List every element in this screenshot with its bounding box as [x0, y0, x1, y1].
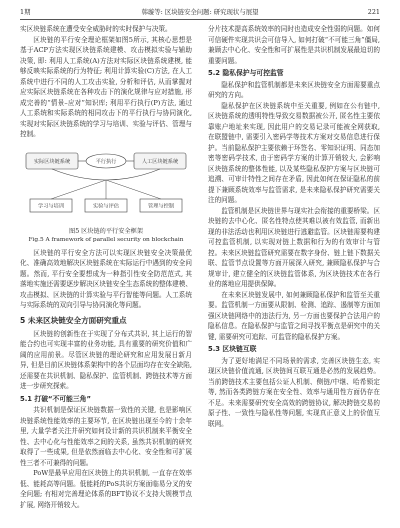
- paragraph: 隐私保护和监管机制都是未来区块链安全方面需要重点研究的方向。: [208, 80, 380, 99]
- paragraph: 在未来区块链发展中, 如何兼顾隐私保护和监管至关重要。监管机制一方面要从限制、检测、追踪、遏制等方面加强区块链网络中的违法行为, 另一方面也要保护合法用户的隐私信息。在隐私保护与监管之间寻找平衡点是研究中的关键, 需要研究可追踪、可监管的隐私保护方案。: [208, 290, 380, 341]
- paragraph: 实区块链系统在遭受安全威胁时的实时保护与决策。: [20, 25, 172, 33]
- figure-caption: 图5 区块链的平行安全框架: [69, 227, 143, 235]
- node-label: 人工区块链系统: [141, 158, 179, 165]
- subsection-heading: 5.2 隐私保护与可控监管: [208, 69, 284, 77]
- node-label: 学习与培训: [38, 203, 64, 209]
- paragraph: 区块链的平行安全理论框架如图5所示, 其核心思想是基于ACP方法实现区块链系统建模、攻击模拟实验与辅助决策, 即: 利用人工系统(A)方法对实际区块链系统建模, 能够反映实际系统的行为特征; 利用计算实验(C)方法, 在人工系统中进行不同的人工攻击实验, 分析和评估, 从而掌握对应实际区块链系统在各种攻击下的演化规律与应对措施, 形成完善的“情景–应对”知识库; 利用平行执行(P)方法, 通过人工系统和实际系统的相同攻击下的平行执行与协同演化, 实现对实际区块链系统的学习与培训、实验与评估、管理与控制。: [20, 35, 192, 138]
- node-label: 实际区块链系统: [33, 158, 71, 165]
- paragraph: 共识机制是保证区块链数据一致性的关键, 也是影响区块链系统性能效率的主要环节, 在区块链出现至今的十余年里, 大量学者关注并研究如何设计新的共识机制来平衡安全性、去中心化与性能效率之间的关系, 虽然共识机制的研究取得了一些成果, 但是依然面临去中心化、安全性和可扩展性三者不可兼得的问题。: [20, 406, 192, 467]
- section-heading: 5 未来区块链安全方面研究重点: [20, 315, 127, 325]
- paragraph: 区块链的创新性在于实现了分布式共识, 其上运行的智能合约也可实现丰富的业务功能, 具有重要的研究价值和广阔的应用前景。尽管区块链的理论研究和应用发展日新月异, 但是目前区块链体系架构中的各个层面均存在安全缺陷, 还需要在共识机制、隐私保护、监管机制、跨链技术等方面进一步研究探索。: [20, 329, 192, 390]
- left-column: [20, 24, 192, 510]
- subsection-heading: 5.3 区块链互联: [208, 345, 257, 353]
- issue-number: 1期: [20, 8, 31, 16]
- node-label: 实验与评估: [93, 203, 119, 209]
- paragraph: 为了更好地满足不同场景的需求, 完善区块链生态, 实现区块链价值流通, 区块链间互联互通是必然的发展趋势。当前跨链技术主要包括公证人机制、侧链/中继、哈希锁定等, 然而各类跨链方案在安全性、效率与通用性方面仍存在不足。未来需要研究安全高效的跨链协议, 解决跨链交易的原子性、一致性与隐私性等问题, 实现真正意义上的价值互联网。: [208, 356, 380, 428]
- node-label: 管理与控制: [148, 203, 174, 209]
- figure-caption-en: Fig.5 A framework of parallel security on blockchain: [28, 236, 184, 243]
- paragraph: 监管机制是区块链世界与现实社会衔接的重要桥梁。区块链的去中心化、匿名性特点使其难以被有效监管, 而新出现的非法活动也利用区块链进行逃避监管。区块链需要构建可控监管机制, 以实现对链上数据和行为的有效审计与管控。未来区块链监管研究需要在数字身份、链上链下数据关联、监管节点设置等方面开展深入研究, 兼顾隐私保护与合规审计, 建立健全的区块链监管体系, 为区块链技术在各行业的落地应用提供保障。: [208, 206, 380, 288]
- subsection-heading: 5.1 打破“不可能三角”: [20, 394, 91, 403]
- paragraph: 分片技术提高系统效率的同时也造成安全性弱的问题。如何可信硬件实现共识会可信导入, 如何打破“不可能三角”僵局, 兼顾去中心化、安全性和可扩展性是共识机制发展最迫切的重要问题。: [208, 25, 380, 65]
- page-number: 221: [367, 8, 380, 16]
- right-column: [208, 24, 380, 429]
- running-title: 韩璇等: 区块链安全问题: 研究现状与展望: [141, 8, 259, 16]
- running-header: [20, 5, 380, 20]
- figure-5: [20, 143, 192, 225]
- paragraph: 区块链的平行安全方法可以实现区块链安全决策最优化、准确高效地解决区块链系统在实际运行中遇到的安全问题。然而, 平行安全要想成为一种指引性安全防范范式, 其落地实施还需要逐步解决区块链安全生态系统的整体建模、攻击模拟、区块链的计算实验与平行智能等问题。人工系统与实际系统的双向引导与协同演化等问题。: [20, 248, 192, 309]
- parallel-security-diagram: [20, 143, 192, 225]
- paragraph: PoW是最早应用在区块链上的共识机制, 一直存在效率低、能耗高等问题。低能耗的PoS共识方案面临易分叉的安全问题; 有相对完善理论体系的BFT协议不支持大规模节点扩展, 网络开销较大。: [20, 469, 192, 509]
- paragraph: 隐私保护在区块链系统中至关重要, 例如在公有链中, 区块链系统的透明特性导致交易数据被公开, 匿名性主要依靠账户地址来实现, 因此用户的交易记录可能被全网获取, 在联盟链中, 需要引入密码学等技术方案对交易信息进行保护。当前隐私保护主要依赖于环签名、零知识证明、同态加密等密码学技术, 由于密码学方案的计算开销较大, 会影响区块链系统的整体性能, 以及某些隐私保护方案与区块链可追溯、可审计特性之间存在矛盾, 因此如何在保证隐私的前提下兼顾系统效率与监管需求, 是未来隐私保护研究需要关注的问题。: [208, 101, 380, 204]
- node-label: 平行执行: [95, 158, 117, 165]
